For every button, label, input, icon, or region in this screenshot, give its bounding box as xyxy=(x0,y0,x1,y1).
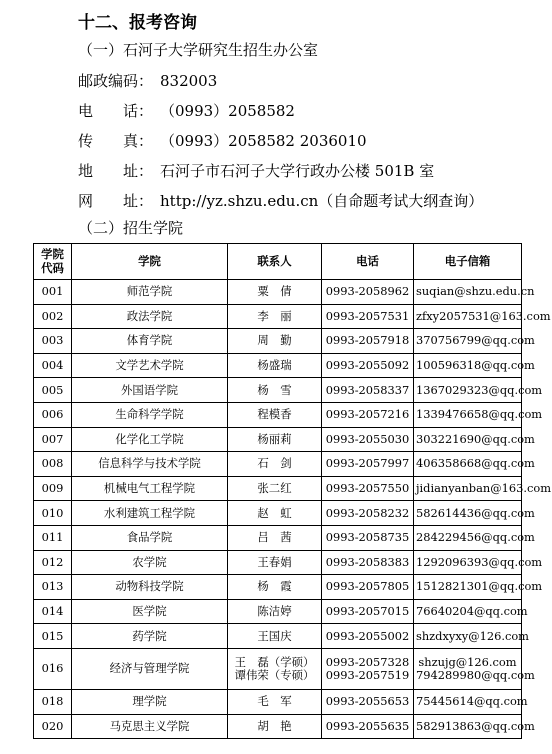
website-label: 网 址： xyxy=(78,192,154,210)
phone-cell-text: 0993-2055653 xyxy=(325,694,410,709)
contact-cell-text: 吕 茜 xyxy=(257,530,292,545)
code-cell-text: 015 xyxy=(41,628,64,643)
phone-cell xyxy=(322,501,414,526)
table-row xyxy=(34,624,522,649)
code-cell xyxy=(34,329,72,354)
phone-cell-text: 0993-2057531 xyxy=(325,308,410,323)
contact-cell xyxy=(228,304,322,329)
email-cell[interactable] xyxy=(414,689,528,714)
code-cell xyxy=(34,714,72,739)
table-row xyxy=(34,714,522,739)
college-cell-text: 信息科学与技术学院 xyxy=(98,456,201,471)
email-cell[interactable] xyxy=(414,402,543,427)
email-cell-text[interactable]: zfxy2057531@163.com xyxy=(416,308,551,323)
email-cell-text[interactable]: 582913863@qq.com xyxy=(416,718,535,733)
colleges-table xyxy=(33,243,552,739)
phone-cell-text: 0993-2058962 xyxy=(325,284,410,299)
code-cell-text: 020 xyxy=(41,718,64,733)
email-cell-text-2[interactable]: 794289980@qq.com xyxy=(416,667,535,682)
email-cell[interactable] xyxy=(414,501,535,526)
table-row xyxy=(34,575,522,600)
phone-cell xyxy=(322,304,414,329)
code-cell-text: 005 xyxy=(41,382,64,397)
table-row xyxy=(34,402,522,427)
contact-cell-text: 王国庆 xyxy=(257,628,292,643)
college-cell xyxy=(72,476,228,501)
phone-cell-text: 0993-2058383 xyxy=(325,554,410,569)
email-cell-text[interactable]: 1339476658@qq.com xyxy=(416,407,543,422)
website-line xyxy=(78,190,483,211)
code-cell xyxy=(34,304,72,329)
phone-cell-text: 0993-2057015 xyxy=(325,603,410,618)
table-row xyxy=(34,648,522,689)
college-cell xyxy=(72,280,228,305)
contact-cell-text: 李 丽 xyxy=(257,308,292,323)
college-cell-text: 师范学院 xyxy=(126,284,173,299)
email-cell[interactable] xyxy=(414,648,535,689)
college-cell xyxy=(72,599,228,624)
contact-cell xyxy=(228,280,322,305)
contact-cell xyxy=(228,575,322,600)
contact-cell xyxy=(228,714,322,739)
email-cell-text[interactable]: 1292096393@qq.com xyxy=(416,554,543,569)
postcode-line xyxy=(78,70,217,91)
table-row xyxy=(34,689,522,714)
address-label: 地 址： xyxy=(78,162,154,180)
college-cell-text: 文学艺术学院 xyxy=(115,358,184,373)
contact-cell-text: 粟 倩 xyxy=(257,284,292,299)
college-cell-text: 水利建筑工程学院 xyxy=(103,505,196,520)
code-cell xyxy=(34,402,72,427)
code-cell-text: 006 xyxy=(41,407,64,422)
contact-cell-text: 王 磊（学硕） xyxy=(234,654,315,669)
email-cell[interactable] xyxy=(414,427,535,452)
fax-label: 传 真： xyxy=(78,132,154,150)
contact-cell xyxy=(228,525,322,550)
table-row xyxy=(34,550,522,575)
phone-cell xyxy=(322,280,414,305)
college-cell xyxy=(72,575,228,600)
email-cell[interactable] xyxy=(414,624,529,649)
email-cell-text[interactable]: 406358668@qq.com xyxy=(416,456,535,471)
contact-cell-text-2: 谭伟荣（专硕） xyxy=(234,667,315,682)
phone-value: （0993）2058582 xyxy=(160,102,295,120)
email-cell[interactable] xyxy=(414,304,551,329)
contact-cell-text: 杨盛瑞 xyxy=(257,358,292,373)
table-row xyxy=(34,329,522,354)
table-row xyxy=(34,501,522,526)
contact-cell xyxy=(228,689,322,714)
email-cell-text[interactable]: shzdxyxy@126.com xyxy=(416,628,529,643)
table-row xyxy=(34,525,522,550)
college-cell-text: 生命科学学院 xyxy=(115,407,184,422)
college-cell-text: 外国语学院 xyxy=(121,382,178,397)
code-cell xyxy=(34,599,72,624)
contact-cell xyxy=(228,452,322,477)
email-cell-text[interactable]: 1512821301@qq.com xyxy=(416,579,543,594)
code-cell xyxy=(34,689,72,714)
email-cell[interactable] xyxy=(414,599,528,624)
code-cell xyxy=(34,624,72,649)
code-cell xyxy=(34,501,72,526)
contact-cell xyxy=(228,378,322,403)
college-cell-text: 食品学院 xyxy=(126,530,173,545)
phone-cell xyxy=(322,378,414,403)
email-cell[interactable] xyxy=(414,329,535,354)
phone-cell-text: 0993-2055002 xyxy=(325,628,410,643)
phone-cell xyxy=(322,329,414,354)
email-cell-text[interactable]: 76640204@qq.com xyxy=(416,603,528,618)
code-cell-text: 004 xyxy=(41,358,64,373)
phone-cell xyxy=(322,575,414,600)
contact-cell-text: 王春娟 xyxy=(257,554,292,569)
table-row xyxy=(34,427,522,452)
college-cell-text: 经济与管理学院 xyxy=(109,661,190,676)
phone-cell xyxy=(322,689,414,714)
email-cell-text[interactable]: 100596318@qq.com xyxy=(416,358,535,373)
phone-cell xyxy=(322,452,414,477)
phone-cell-text: 0993-2057216 xyxy=(325,407,410,422)
college-cell-text: 体育学院 xyxy=(126,333,173,348)
table-row xyxy=(34,280,522,305)
table-row xyxy=(34,304,522,329)
code-cell-text: 003 xyxy=(41,333,64,348)
contact-cell xyxy=(228,550,322,575)
code-cell xyxy=(34,427,72,452)
college-cell xyxy=(72,624,228,649)
email-cell-text[interactable]: 303221690@qq.com xyxy=(416,431,535,446)
code-cell xyxy=(34,353,72,378)
contact-cell-text: 石 剑 xyxy=(257,456,292,471)
college-cell xyxy=(72,402,228,427)
code-cell xyxy=(34,550,72,575)
contact-cell xyxy=(228,402,322,427)
phone-label: 电 话： xyxy=(78,102,154,120)
email-cell[interactable] xyxy=(414,550,543,575)
college-cell-text: 政法学院 xyxy=(126,308,173,323)
contact-cell-text: 周 勤 xyxy=(257,333,292,348)
phone-cell xyxy=(322,599,414,624)
contact-cell xyxy=(228,353,322,378)
phone-cell xyxy=(322,714,414,739)
phone-cell-text: 0993-2057805 xyxy=(325,579,410,594)
email-cell-text[interactable]: 1367029323@qq.com xyxy=(416,382,543,397)
fax-line xyxy=(78,130,367,151)
section-heading: 十二、报考咨询 xyxy=(78,13,197,33)
college-cell xyxy=(72,550,228,575)
phone-cell xyxy=(322,402,414,427)
contact-cell xyxy=(228,599,322,624)
phone-cell-text-2: 0993-2057519 xyxy=(325,667,410,682)
phone-cell xyxy=(322,525,414,550)
phone-cell xyxy=(322,624,414,649)
code-cell-text: 008 xyxy=(41,456,64,471)
code-cell xyxy=(34,648,72,689)
address-value: 石河子市石河子大学行政办公楼 501B 室 xyxy=(160,162,435,180)
contact-cell-text: 张二红 xyxy=(257,480,292,495)
code-cell-text: 018 xyxy=(41,694,64,709)
office-title: （一）石河子大学研究生招生办公室 xyxy=(78,41,319,59)
phone-cell-text: 0993-2058735 xyxy=(325,530,410,545)
college-cell xyxy=(72,452,228,477)
table-header-row xyxy=(34,244,522,280)
college-cell xyxy=(72,501,228,526)
website-value[interactable]: http://yz.shzu.edu.cn（自命题考试大纲查询） xyxy=(160,192,484,210)
postcode-label: 邮政编码： xyxy=(78,72,154,90)
email-cell[interactable] xyxy=(414,525,535,550)
code-cell-text: 016 xyxy=(41,661,64,676)
phone-cell xyxy=(322,476,414,501)
college-cell-text: 医学院 xyxy=(132,603,167,618)
table-row xyxy=(34,378,522,403)
code-cell xyxy=(34,575,72,600)
phone-cell-text: 0993-2055092 xyxy=(325,358,410,373)
colleges-title: （二）招生学院 xyxy=(78,219,184,237)
college-cell xyxy=(72,329,228,354)
college-cell-text: 药学院 xyxy=(132,628,167,643)
contact-cell-text: 程模香 xyxy=(257,407,292,422)
contact-cell xyxy=(228,648,322,689)
college-cell-text: 理学院 xyxy=(132,694,167,709)
code-cell-text: 012 xyxy=(41,554,64,569)
college-cell xyxy=(72,378,228,403)
college-cell-text: 农学院 xyxy=(132,554,167,569)
college-cell-text: 化学化工学院 xyxy=(115,431,184,446)
phone-cell-text: 0993-2057997 xyxy=(325,456,410,471)
college-cell xyxy=(72,304,228,329)
address-line xyxy=(78,160,434,181)
email-cell-text[interactable]: 284229456@qq.com xyxy=(416,530,535,545)
header-email: 电子信箱 xyxy=(414,244,522,280)
contact-cell xyxy=(228,501,322,526)
email-cell-text[interactable]: suqian@shzu.edu.cn xyxy=(416,284,535,299)
college-cell xyxy=(72,427,228,452)
table-row xyxy=(34,476,522,501)
code-cell xyxy=(34,452,72,477)
code-cell-text: 002 xyxy=(41,308,64,323)
phone-cell-text: 0993-2057328 xyxy=(325,654,410,669)
college-cell xyxy=(72,648,228,689)
phone-cell xyxy=(322,648,414,689)
phone-cell-text: 0993-2057550 xyxy=(325,480,410,495)
email-cell-text[interactable]: 582614436@qq.com xyxy=(416,505,535,520)
email-cell[interactable] xyxy=(414,353,535,378)
phone-cell-text: 0993-2058232 xyxy=(325,505,410,520)
contact-cell xyxy=(228,427,322,452)
contact-cell-text: 陈洁婷 xyxy=(257,603,292,618)
contact-cell-text: 杨 雪 xyxy=(257,382,292,397)
email-cell-text[interactable]: shzujg@126.com xyxy=(418,654,517,669)
email-cell[interactable] xyxy=(414,575,543,600)
table-body xyxy=(34,280,552,739)
phone-cell-text: 0993-2057918 xyxy=(325,333,410,348)
email-cell[interactable] xyxy=(414,476,552,501)
contact-cell xyxy=(228,624,322,649)
code-cell-text: 014 xyxy=(41,603,64,618)
header-contact: 联系人 xyxy=(228,244,322,280)
code-cell-text: 011 xyxy=(41,530,64,545)
code-cell xyxy=(34,280,72,305)
college-cell xyxy=(72,714,228,739)
phone-cell xyxy=(322,427,414,452)
email-cell[interactable] xyxy=(414,452,535,477)
phone-cell xyxy=(322,353,414,378)
phone-cell-text: 0993-2055635 xyxy=(325,718,410,733)
college-cell-text: 马克思主义学院 xyxy=(109,718,190,733)
email-cell-text[interactable]: jidianyanban@163.com xyxy=(416,480,552,495)
code-cell-text: 013 xyxy=(41,579,64,594)
contact-cell xyxy=(228,329,322,354)
code-cell xyxy=(34,525,72,550)
header-phone: 电话 xyxy=(322,244,414,280)
email-cell[interactable] xyxy=(414,378,543,403)
table-row xyxy=(34,452,522,477)
contact-cell xyxy=(228,476,322,501)
contact-cell-text: 杨丽莉 xyxy=(257,431,292,446)
code-cell-text: 009 xyxy=(41,480,64,495)
contact-cell-text: 毛 军 xyxy=(257,694,292,709)
college-cell xyxy=(72,525,228,550)
fax-value: （0993）2058582 2036010 xyxy=(160,132,367,150)
contact-cell-text: 胡 艳 xyxy=(257,718,292,733)
table-row xyxy=(34,353,522,378)
email-cell-text[interactable]: 370756799@qq.com xyxy=(416,333,535,348)
email-cell-text[interactable]: 75445614@qq.com xyxy=(416,694,528,709)
code-cell-text: 010 xyxy=(41,505,64,520)
table-row xyxy=(34,599,522,624)
phone-cell-text: 0993-2055030 xyxy=(325,431,410,446)
code-cell-text: 007 xyxy=(41,431,64,446)
college-cell xyxy=(72,353,228,378)
phone-cell xyxy=(322,550,414,575)
email-cell[interactable] xyxy=(414,714,535,739)
postcode-value: 832003 xyxy=(160,72,218,90)
header-college: 学院 xyxy=(72,244,228,280)
phone-line xyxy=(78,100,295,121)
phone-cell-text: 0993-2058337 xyxy=(325,382,410,397)
contact-cell-text: 杨 霞 xyxy=(257,579,292,594)
college-cell-text: 动物科技学院 xyxy=(115,579,184,594)
email-cell[interactable] xyxy=(414,280,535,305)
contact-cell-text: 赵 虹 xyxy=(257,505,292,520)
code-cell xyxy=(34,378,72,403)
code-cell-text: 001 xyxy=(41,284,64,299)
college-cell xyxy=(72,689,228,714)
header-code: 学院代码 xyxy=(34,244,72,280)
college-cell-text: 机械电气工程学院 xyxy=(103,480,196,495)
code-cell xyxy=(34,476,72,501)
